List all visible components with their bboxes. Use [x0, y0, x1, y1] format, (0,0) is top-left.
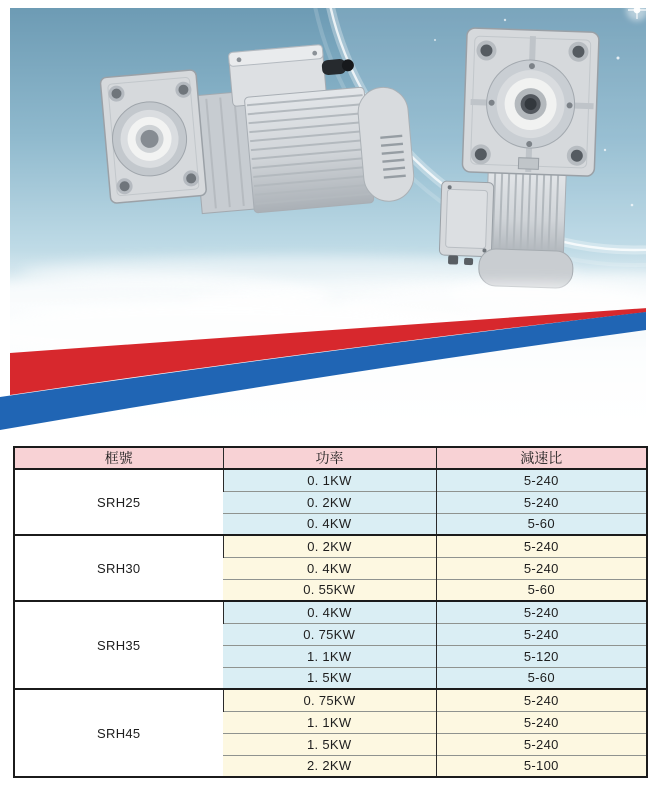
frame-cell: SRH35: [14, 601, 223, 689]
bright-star: [626, 0, 648, 21]
spec-row: [14, 469, 647, 491]
frame-cell: SRH30: [14, 535, 223, 601]
ratio-cell: 5-100: [436, 755, 647, 777]
ratio-cell: 5-60: [436, 579, 647, 601]
power-cell: 0. 4KW: [223, 601, 436, 623]
spec-table-body: [14, 469, 647, 777]
power-cell: 1. 5KW: [223, 667, 436, 689]
power-cell: 1. 1KW: [223, 711, 436, 733]
power-cell: 0. 75KW: [223, 623, 436, 645]
power-cell: 0. 4KW: [223, 557, 436, 579]
power-cell: 0. 4KW: [223, 513, 436, 535]
spec-row: [14, 601, 647, 623]
frame-cell: SRH45: [14, 689, 223, 777]
spec-table: [13, 446, 648, 778]
ratio-cell: 5-60: [436, 513, 647, 535]
power-cell: 0. 1KW: [223, 469, 436, 491]
ratio-cell: 5-240: [436, 623, 647, 645]
header-ratio: 減速比: [436, 447, 647, 469]
power-cell: 1. 5KW: [223, 733, 436, 755]
header-frame: 框號: [14, 447, 223, 469]
spec-row: [14, 689, 647, 711]
ratio-cell: 5-240: [436, 601, 647, 623]
ratio-cell: 5-240: [436, 557, 647, 579]
power-cell: 2. 2KW: [223, 755, 436, 777]
header-power: 功率: [223, 447, 436, 469]
ratio-cell: 5-60: [436, 667, 647, 689]
ratio-cell: 5-240: [436, 711, 647, 733]
spec-row: [14, 535, 647, 557]
frame-cell: SRH25: [14, 469, 223, 535]
power-cell: 0. 2KW: [223, 491, 436, 513]
ratio-cell: 5-120: [436, 645, 647, 667]
power-cell: 0. 55KW: [223, 579, 436, 601]
ratio-cell: 5-240: [436, 491, 647, 513]
power-cell: 1. 1KW: [223, 645, 436, 667]
ratio-cell: 5-240: [436, 469, 647, 491]
power-cell: 0. 2KW: [223, 535, 436, 557]
power-cell: 0. 75KW: [223, 689, 436, 711]
spec-table-header-row: [14, 447, 647, 469]
ratio-cell: 5-240: [436, 535, 647, 557]
ratio-cell: 5-240: [436, 689, 647, 711]
ratio-cell: 5-240: [436, 733, 647, 755]
